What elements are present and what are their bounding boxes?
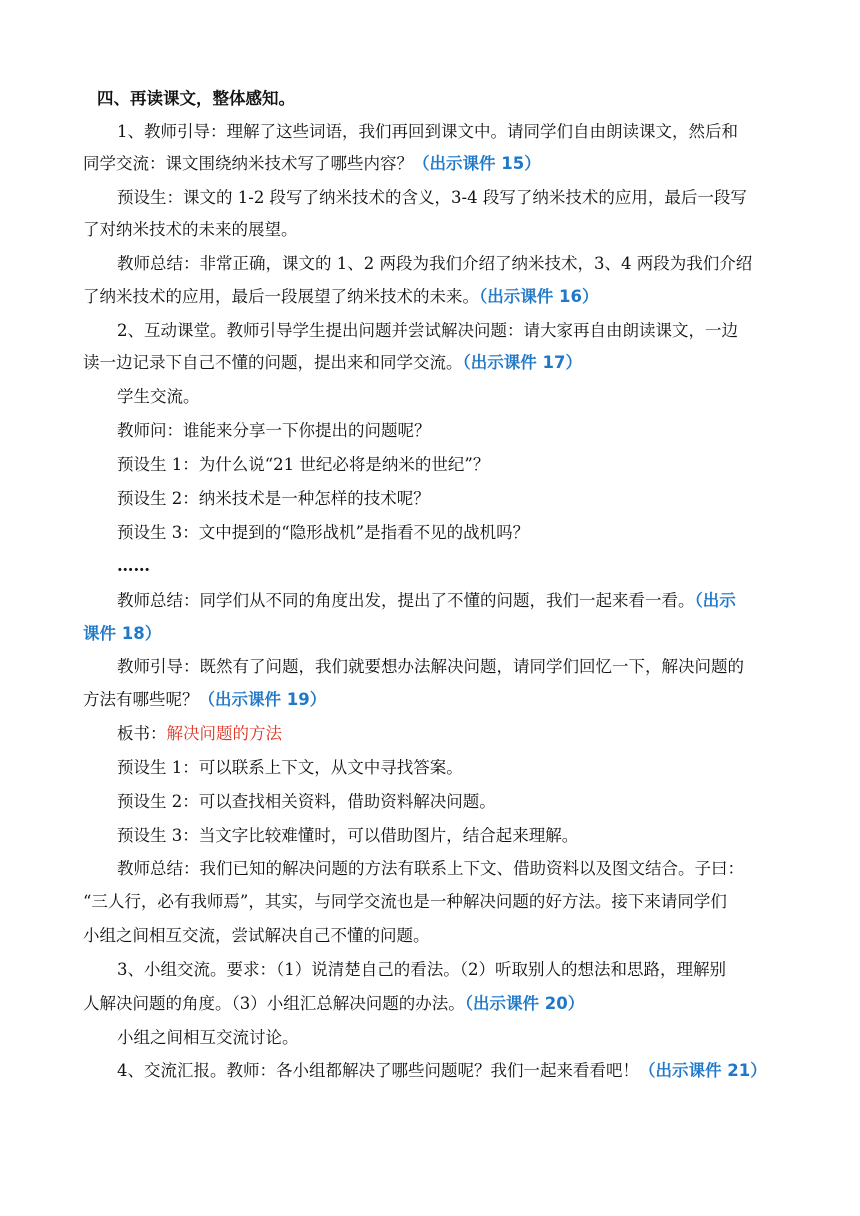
courseware-reference: （出示课件 17） — [462, 353, 582, 372]
text-span: 4、交流汇报。教师：各小组都解决了哪些问题呢？我们一起来看看吧！ — [117, 1061, 639, 1080]
paragraph-line — [83, 286, 598, 308]
paragraph-line: 预设生 3：文中提到的“隐形战机”是指看不见的战机吗？ — [117, 523, 530, 542]
text-span: 同学交流：课文围绕纳米技术写了哪些内容？ — [83, 154, 413, 173]
paragraph-line: “三人行，必有我师焉”，其实，与同学交流也是一种解决问题的好方法。接下来请同学们 — [83, 892, 727, 911]
paragraph-line: 预设生 1：可以联系上下文，从文中寻找答案。 — [117, 758, 463, 777]
text-span: 读一边记录下自己不懂的问题，提出来和同学交流。 — [83, 353, 463, 372]
paragraph-line: 教师总结：非常正确，课文的 1、2 两段为我们介绍了纳米技术，3、4 两段为我们介绍 — [117, 254, 753, 273]
paragraph-line — [117, 590, 736, 612]
paragraph-line — [83, 689, 326, 711]
section-heading: 四、再读课文，整体感知。 — [97, 89, 295, 108]
paragraph-line: 小组之间相互交流讨论。 — [117, 1028, 299, 1047]
paragraph-line — [83, 352, 582, 374]
paragraph-line — [83, 153, 541, 175]
paragraph-line: 教师问：谁能来分享一下你提出的问题呢？ — [117, 421, 431, 440]
paragraph-line: 3、小组交流。要求：（1）说清楚自己的看法。（2）听取别人的想法和思路，理解别 — [117, 960, 726, 979]
paragraph-line: 预设生 2：可以查找相关资料，借助资料解决问题。 — [117, 792, 496, 811]
paragraph-line: 教师引导：既然有了问题，我们就要想办法解决问题，请同学们回忆一下，解决问题的 — [117, 657, 744, 676]
courseware-reference: （出示课件 16） — [479, 287, 599, 306]
board-writing-title: 解决问题的方法 — [166, 724, 282, 743]
board-writing-line — [117, 723, 282, 745]
text-span: 人解决问题的角度。（3）小组汇总解决问题的办法。 — [83, 994, 465, 1013]
paragraph-line: 预设生 3：当文字比较难懂时，可以借助图片，结合起来理解。 — [117, 826, 579, 845]
courseware-reference: （出示课件 21） — [639, 1061, 767, 1080]
paragraph-line: 预设生：课文的 1-2 段写了纳米技术的含义，3-4 段写了纳米技术的应用，最后一段写 — [117, 188, 747, 207]
paragraph-line: 教师总结：我们已知的解决问题的方法有联系上下文、借助资料以及图文结合。子曰： — [117, 859, 744, 878]
paragraph-line: 预设生 2：纳米技术是一种怎样的技术呢？ — [117, 489, 430, 508]
text-span: 方法有哪些呢？ — [83, 690, 199, 709]
courseware-reference: （出示课件 15） — [413, 154, 541, 173]
paragraph-line: 2、互动课堂。教师引导学生提出问题并尝试解决问题：请大家再自由朗读课文，一边 — [117, 321, 738, 340]
courseware-reference: 课件 18） — [83, 624, 162, 643]
paragraph-line: 学生交流。 — [117, 387, 200, 406]
paragraph-line: 小组之间相互交流，尝试解决自己不懂的问题。 — [83, 926, 430, 945]
board-label: 板书： — [117, 724, 167, 743]
courseware-reference: （出示课件 20） — [464, 994, 585, 1013]
paragraph-line: 预设生 1：为什么说“21 世纪必将是纳米的世纪”？ — [117, 455, 490, 474]
text-span: 了纳米技术的应用，最后一段展望了纳米技术的未来。 — [83, 287, 479, 306]
paragraph-line — [117, 1060, 767, 1082]
paragraph-line: 了对纳米技术的未来的展望。 — [83, 220, 298, 239]
paragraph-line — [83, 993, 584, 1015]
text-span: 教师总结：同学们从不同的角度出发，提出了不懂的问题，我们一起来看一看。 — [117, 591, 695, 610]
courseware-reference: （出示课件 19） — [198, 690, 327, 709]
paragraph-line: 1、教师引导：理解了这些词语，我们再回到课文中。请同学们自由朗读课文，然后和 — [117, 122, 738, 141]
ellipsis-line: …… — [117, 556, 150, 575]
paragraph-line — [83, 623, 161, 645]
courseware-reference: （出示 — [694, 591, 736, 610]
